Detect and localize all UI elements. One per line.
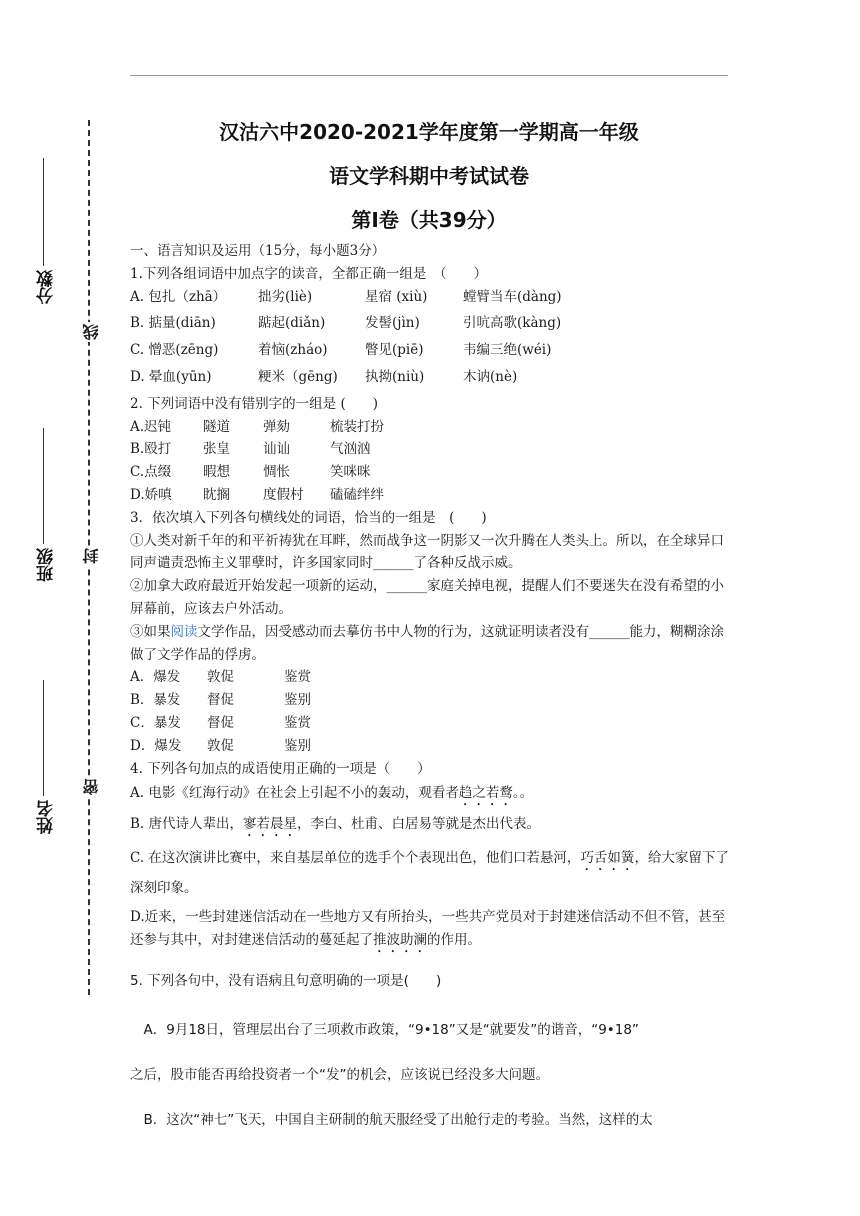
q4-a-post: 。。: [512, 785, 534, 802]
q2-b-3: 讪讪: [263, 441, 290, 458]
q4-a-idiom: 趋之若鹜: [458, 785, 513, 802]
q3-d-1: D．爆发: [130, 737, 182, 754]
exam-title-part: 第Ⅰ卷（共39分）: [351, 208, 507, 232]
q3-option-b: [130, 689, 730, 712]
q2-option-a: [130, 416, 730, 439]
class-blank: [43, 428, 44, 544]
exam-title-subject: 语文学科期中考试试卷: [329, 164, 529, 188]
q1-d-4: 木讷(nè): [463, 368, 518, 385]
q3-d-2: 敦促: [207, 737, 234, 754]
reading-link[interactable]: 阅读: [170, 623, 198, 640]
q1-d-1: D. 晕血(yūn): [130, 368, 212, 385]
q4-stem: 4. 下列各句加点的成语使用正确的一项是（ ）: [130, 760, 431, 777]
q4-c-idiom: 巧舌如簧: [580, 850, 635, 867]
q2-d-2: 眈搁: [203, 486, 230, 503]
q5-option-a-line1: A．9月18日，管理层出台了三项救市政策，“9•18”又是“就要发”的谐音，“9•18”: [143, 1021, 639, 1038]
q1-a-2: 拙劣(liè): [258, 288, 313, 305]
q4-b-post: ，李白、杜甫、白居易等就是杰出代表。: [297, 816, 541, 833]
q4-option-c: [130, 844, 730, 902]
q4-d-post: 的作用。: [427, 932, 481, 949]
q1-option-b: [130, 312, 730, 335]
q1-a-3: 星宿 (xiù): [365, 288, 428, 305]
q1-c-1: C. 憎恶(zēng): [130, 342, 219, 359]
q2-d-3: 度假村: [263, 486, 304, 503]
q1-option-d: [130, 366, 730, 389]
score-label: 分数: [37, 270, 57, 304]
q1-stem: 1.下列各组词语中加点字的读音，全都正确一组是 （ ）: [130, 265, 488, 282]
q3-a-1: A．爆发: [130, 669, 181, 686]
q2-option-d: [130, 484, 730, 507]
q4-a-pre: A. 电影《红海行动》在社会上引起不小的轰动，观看者: [130, 785, 459, 802]
q3-option-a: [130, 666, 730, 689]
name-label: 姓名: [37, 800, 57, 834]
q4-c-post: ，给大家留下了深刻印象。: [130, 850, 729, 897]
q3-sentence-1: ①人类对新千年的和平祈祷犹在耳畔，然而战争这一阴影又一次升腾在人类头上。所以，在全球异口同声谴责恐怖主义罪孽时，许多国家同时______了各种反战示威。: [130, 532, 724, 572]
class-label: 班级: [37, 548, 57, 582]
q2-option-b: [130, 438, 730, 461]
q3-s3-pre: ③如果: [130, 623, 171, 640]
q4-d-idiom: 推波助澜: [373, 932, 427, 949]
q3-sentence-3: [130, 621, 730, 667]
q1-b-2: 踮起(diǎn): [258, 315, 326, 332]
q1-a-1: A. 包扎（zhā）: [130, 288, 227, 305]
q4-b-pre: B. 唐代诗人辈出，: [130, 816, 244, 833]
q2-stem: 2. 下列词语中没有错别字的一组是 ( ): [130, 395, 378, 412]
q3-c-1: C．暴发: [130, 714, 181, 731]
q3-sentence-2: ②加拿大政府最近开始发起一项新的运动，______家庭关掉电视，提醒人们不要迷失在没有希望的小屏幕前，应该去户外活动。: [130, 578, 724, 617]
q1-a-4: 螳臂当车(dàng): [463, 288, 562, 305]
q2-c-2: 暇想: [203, 464, 230, 481]
exam-title-school: 汉沽六中2020-2021学年度第一学期高一年级: [219, 120, 639, 144]
q4-b-idiom: 寥若晨星: [243, 816, 298, 833]
q2-a-1: A.迟钝: [130, 418, 172, 435]
seal-char-feng: 封: [82, 548, 101, 564]
q2-option-c: [130, 461, 730, 484]
name-blank: [43, 680, 44, 796]
q2-b-2: 张皇: [203, 441, 230, 458]
q4-c-pre: C. 在这次演讲比赛中，来自基层单位的选手个个表现出色，他们口若悬河，: [130, 850, 581, 867]
q1-d-2: 粳米（gēng): [258, 368, 338, 385]
q2-c-1: C.点缀: [130, 464, 172, 481]
q2-d-4: 磕磕绊绊: [330, 486, 384, 503]
q3-d-3: 鉴别: [284, 737, 311, 754]
exam-content: [130, 240, 730, 1131]
q4-option-a: [130, 782, 730, 809]
q1-b-3: 发髻(jìn): [365, 315, 420, 332]
q4-option-b: [130, 813, 730, 840]
q5-option-b-line1: B．这次“神七”飞天，中国自主研制的航天服经受了出舱行走的考验。当然，这样的太: [143, 1111, 653, 1128]
q3-s3-post: 文学作品，因受感动而去摹仿书中人物的行为，这就证明读者没有______能力，糊糊涂涂做了文学作品的俘虏。: [130, 623, 724, 663]
q1-c-3: 瞥见(piē): [365, 342, 424, 359]
q3-a-3: 鉴赏: [284, 669, 311, 686]
binding-margin: [0, 0, 120, 1216]
q1-c-4: 韦编三绝(wéi): [463, 342, 552, 359]
q2-c-3: 惆怅: [263, 464, 290, 481]
q5-stem: 5. 下列各句中，没有语病且句意明确的一项是( ): [130, 973, 442, 990]
q4-option-d: [130, 906, 730, 956]
score-blank: [43, 158, 44, 266]
seal-char-line: 线: [82, 324, 101, 340]
q3-option-d: [130, 735, 730, 758]
q2-b-1: B.殴打: [130, 441, 172, 458]
q4-d-pre: D.近来，一些封建迷信活动在一些地方又有所抬头，一些共产党员对于封建迷信活动不但不管，甚至还参与其中，对封建迷信活动的蔓延起了: [130, 909, 726, 949]
q2-b-4: 气汹汹: [330, 441, 371, 458]
q1-d-3: 执拗(niù): [365, 368, 425, 385]
q2-a-4: 梳装打扮: [330, 418, 384, 435]
q3-b-2: 督促: [207, 692, 234, 709]
q3-c-2: 督促: [207, 714, 234, 731]
q2-a-2: 隧道: [203, 418, 230, 435]
q2-a-3: 弹劾: [263, 418, 290, 435]
q3-option-c: [130, 712, 730, 735]
q3-b-1: B．暴发: [130, 692, 181, 709]
q1-option-c: [130, 339, 730, 362]
q1-c-2: 着恼(zháo): [258, 342, 328, 359]
q2-d-1: D.娇嗔: [130, 486, 172, 503]
q5-option-a-line2: 之后，股市能否再给投资者一个“发”的机会，应该说已经没多大问题。: [130, 1066, 549, 1083]
section-heading: 一、语言知识及运用（15分，每小题3分）: [130, 243, 386, 259]
q3-c-3: 鉴赏: [284, 714, 311, 731]
q1-b-1: B. 掂量(diān): [130, 315, 216, 332]
q2-c-4: 笑咪咪: [330, 464, 371, 481]
q1-option-a: [130, 286, 730, 309]
q3-stem: 3．依次填入下列各句横线处的词语，恰当的一组是 ( ): [130, 509, 487, 526]
top-rule: [130, 75, 728, 76]
q3-b-3: 鉴别: [284, 692, 311, 709]
q1-b-4: 引吭高歌(kàng): [463, 315, 562, 332]
seal-char-mi: 密: [82, 779, 101, 795]
q3-a-2: 敦促: [207, 669, 234, 686]
